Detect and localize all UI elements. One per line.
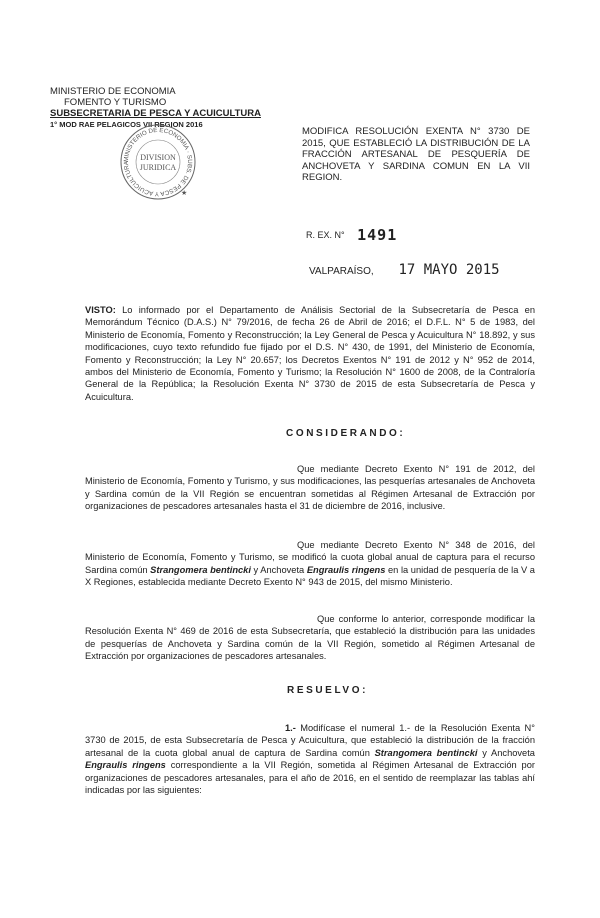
considerando-heading: CONSIDERANDO: [286,428,406,439]
header-ministry: MINISTERIO DE ECONOMIA [50,86,176,97]
r1-text-b: y Anchoveta [477,747,535,758]
division-juridica-stamp [118,122,198,202]
species-sardina: Strangomera bentincki [150,564,251,575]
p2-text-b: y Anchoveta [250,564,307,575]
p2-text-a: Que mediante Decreto Exento N° 348 de 2016, del Ministerio de Economía, Fomento y Turismo, se modificó la cuota global anual de captura para el recurso Sardina común [85,540,535,575]
resolution-number [306,224,397,242]
header-subsecretaria: SUBSECRETARIA DE PESCA Y ACUICULTURA [50,108,261,119]
r1-species-anchoveta: Engraulis ringens [85,760,166,771]
considerando-paragraph-1: Que mediante Decreto Exento N° 191 de 2012, del Ministerio de Economía, Fomento y Turismo, y sus modificaciones, las pesquerías artesanales de Anchoveta y Sardina común de la VII Región se encuentran sometidas al Régimen Artesanal de Extracción por organizaciones de pescadores artesanales hasta el 31 de diciembre de 2016, inclusive. [85,464,535,512]
r1-species-sardina: Strangomera bentincki [374,747,478,758]
header-document-code: 1° MOD RAE PELAGICOS VII REGION 2016 [50,120,203,129]
resolution-label: R. EX. N° [306,230,345,240]
stamp-seal-icon [118,122,198,202]
svg-text:MINISTERIO DE ECONOMIA · SUBS. [123,127,193,197]
considerando-paragraph-2 [85,539,535,589]
resolution-summary: MODIFICA RESOLUCIÓN EXENTA N° 3730 DE 2015, QUE ESTABLECIÓ LA DISTRIBUCIÓN DE LA FRACCIÓN ARTESANAL DE PESQUERÍA DE ANCHOVETA Y SARDINA COMUN EN LA VII REGION. [302,126,530,183]
stamp-star-icon: ★ [181,189,188,197]
date-stamp: 17 MAYO 2015 [398,262,500,278]
stamp-center-line2: JURIDICA [139,163,177,172]
species-anchoveta: Engraulis ringens [306,564,386,575]
resuelvo-heading: RESUELVO: [287,685,368,696]
header-department: FOMENTO Y TURISMO [64,97,167,108]
place: VALPARAÍSO, [309,266,374,277]
considerando-paragraph-3: Que conforme lo anterior, corresponde modificar la Resolución Exenta N° 469 de 2016 de esta Subsecretaría, que estableció la distribución para las unidades de pesquerías de Anchoveta y Sardina común de la VII Región, sometido al Régimen Artesanal de Extracción por organizaciones de pescadores artesanales. [85,614,535,662]
visto-paragraph [85,304,535,403]
visto-text: Lo informado por el Departamento de Análisis Sectorial de la Subsecretaría de Pesca en Memorándum Técnico (D.A.S.) N° 79/2016, de fecha 26 de Abril de 2016; el D.F.L. N° 5 de 1983, del Ministerio de Economía, Fomento y Reconstrucción; la Ley General de Pesca y Acuicultura N° 18.892, y sus modificaciones, cuyo texto refundido fue fijado por el D.S. N° 430, de 1991, del Ministerio de Economía, Fomento y Reconstrucción; la Ley N° 20.657; los Decretos Exentos N° 191 de 2012 y N° 952 de 2014, ambos del Ministerio de Economía, Fomento y Turismo; la Resolución N° 1600 de 2008, de la Contraloría General de la República; la Resolución Exenta N° 3730 de 2015 de esta Subsecretaría de Pesca y Acuicultura. [85,305,535,402]
stamp-ring-text: MINISTERIO DE ECONOMIA · SUBS. DE PESCA Y ACUICULTURA [122,126,194,198]
p2-text-c: en la unidad de pesquería de la V a X Regiones, establecida mediante Decreto Exento N° 943 de 2015, del mismo Ministerio. [85,564,535,588]
resuelvo-paragraph-1 [85,722,535,796]
r1-text-c: correspondiente a la VII Región, sometida al Régimen Artesanal de Extracción por organizaciones de pescadores artesanales, para el año de 2016, en el sentido de reemplazar las tablas ahí indicadas por las siguientes: [85,760,535,796]
r1-text-a: Modifícase el numeral 1.- de la Resolución Exenta N° 3730 de 2015, de esta Subsecretaría de Pesca y Acuicultura, que estableció la distribución de la fracción artesanal de la cuota global anual de captura de Sardina común [85,723,535,758]
place-date [309,262,500,278]
stamp-center-line1: DIVISION [140,153,176,162]
resolution-number-value: 1491 [357,226,398,244]
resuelvo-numeral: 1.- [285,723,296,733]
visto-lead: VISTO: [85,305,116,315]
